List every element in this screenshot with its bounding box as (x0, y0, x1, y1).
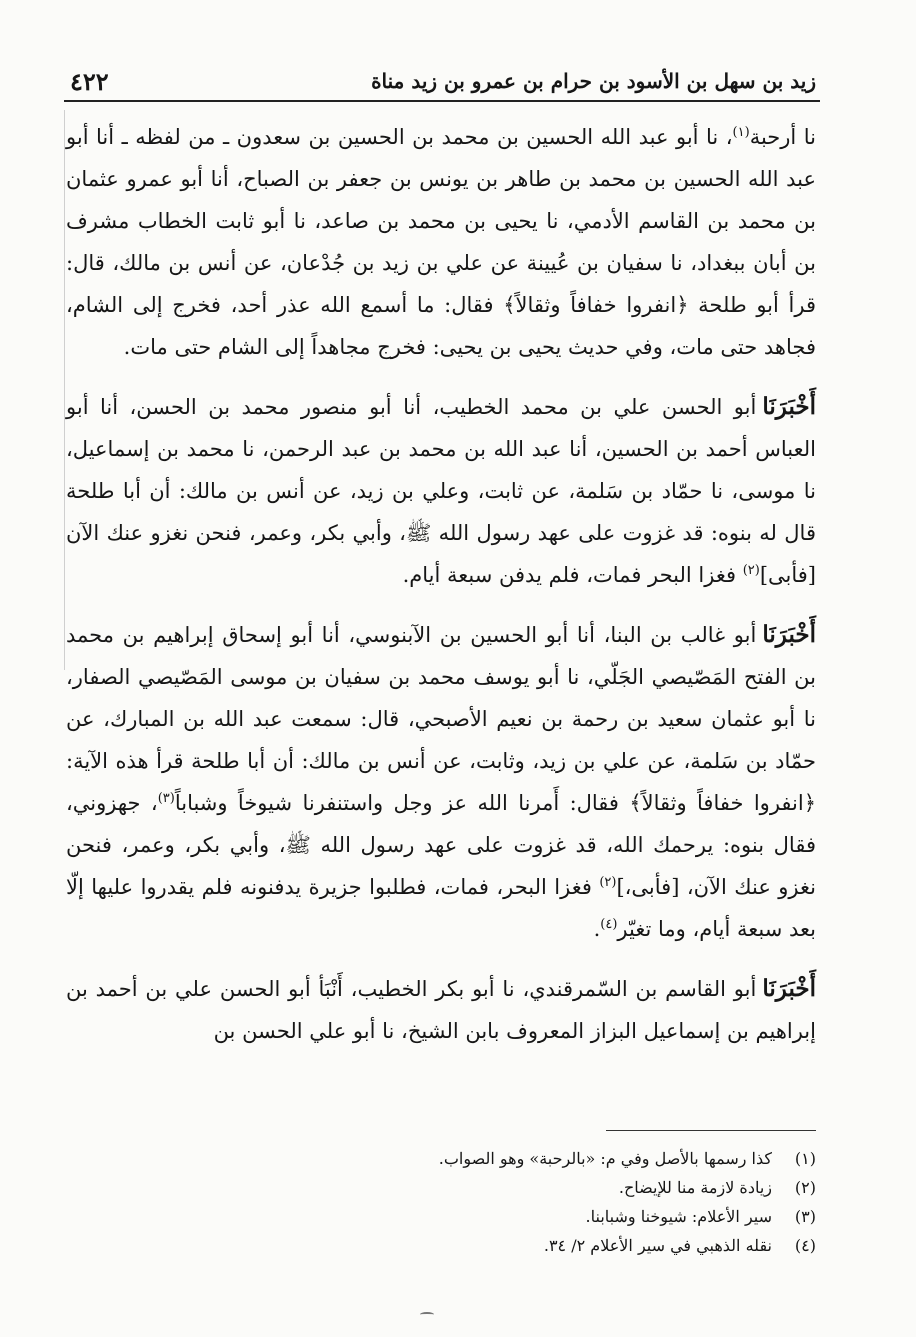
paragraph-text: أبو القاسم بن السّمرقندي، نا أبو بكر الخطيب، أَنْبَأ أبو الحسن علي بن أحمد بن إبراهيم بن إسماعيل البزاز المعروف بابن الشيخ، نا أبو علي الحسن بن (66, 977, 816, 1043)
main-text (66, 116, 816, 1070)
footnote-text: سير الأعلام: شيوخنا وشبابنا. (585, 1207, 772, 1226)
footnote-reference: (٢) (742, 563, 760, 578)
page-number: ٤٢٢ (70, 66, 109, 96)
header-rule (64, 100, 820, 102)
footnote-text: زيادة لازمة منا للإيضاح. (618, 1178, 772, 1197)
footnote-rule (606, 1130, 816, 1131)
footnote (296, 1173, 816, 1202)
paragraph (66, 386, 816, 596)
paragraph (66, 968, 816, 1052)
paragraph (66, 614, 816, 950)
running-header (70, 62, 816, 100)
footnote-number: (٣) (794, 1207, 816, 1226)
running-header-title: زيد بن سهل بن الأسود بن حرام بن عمرو بن زيد مناة (371, 69, 816, 93)
paragraph-text: ، جهزوني، فقال بنوه: يرحمك الله، قد غزوت على عهد رسول الله ﷺ، وأبي بكر، وعمر، فنحن نغزو عنك الآن، [فأبى،] (66, 791, 816, 899)
paragraph-lead-word: أَخْبَرَنَا (762, 621, 816, 648)
paragraph-lead-word: أَخْبَرَنَا (762, 975, 816, 1002)
stray-mark (420, 1312, 434, 1317)
footnote (296, 1144, 816, 1173)
footnote-number: (٢) (794, 1178, 816, 1197)
footnote (296, 1231, 816, 1260)
footnote-text: نقله الذهبي في سير الأعلام ٢/ ٣٤. (543, 1236, 772, 1255)
paragraph-text: فغزا البحر فمات، فلم يدفن سبعة أيام. (402, 563, 743, 587)
footnote-number: (١) (794, 1149, 816, 1168)
footnote (296, 1202, 816, 1231)
footnote-reference: (٣) (157, 791, 175, 806)
paragraph-text: فغزا البحر، فمات، فطلبوا جزيرة يدفنونه فلم يقدروا عليها إلّا بعد سبعة أيام، وما تغيّر (66, 875, 816, 941)
footnote-reference: (١) (732, 125, 750, 140)
footnotes (296, 1144, 816, 1260)
scan-margin-line (64, 110, 65, 670)
paragraph-text: أبو الحسن علي بن محمد الخطيب، أنا أبو منصور محمد بن الحسن، أنا أبو العباس أحمد بن الحسين، أنا عبد الله بن محمد بن عبد الرحمن، نا محمد بن إسماعيل، نا موسى، نا حمّاد بن سَلمة، عن ثابت، وعلي بن زيد، عن أنس بن مالك: أن أبا طلحة قال له بنوه: قد غزوت على عهد رسول الله ﷺ، وأبي بكر، وعمر، فنحن نغزو عنك الآن [فأبى] (66, 395, 816, 587)
paragraph (66, 116, 816, 368)
footnote-text: كذا رسمها بالأصل وفي م: «بالرحبة» وهو الصواب. (438, 1149, 772, 1168)
paragraph-text: ، نا أبو عبد الله الحسين بن محمد بن الحسين بن سعدون ـ من لفظه ـ أنا أبو عبد الله الحسين بن محمد بن طاهر بن يونس بن جعفر بن الصباح، أنا أبو عمرو عثمان بن محمد بن القاسم الأدمي، نا يحيى بن محمد بن صاعد، نا أبو ثابت الخطاب مشرف بن أبان ببغداد، نا سفيان بن عُيينة عن علي بن زيد بن جُدْعان، عن أنس بن مالك، قال: قرأ أبو طلحة ﴿انفروا خفافاً وثقالاً﴾ فقال: ما أسمع الله عذر أحد، فخرج إلى الشام، فجاهد حتى مات، وفي حديث يحيى بن يحيى: فخرج مجاهداً إلى الشام حتى مات. (66, 125, 816, 359)
footnote-reference: (٤) (600, 917, 618, 932)
paragraph-lead-word: أَخْبَرَنَا (762, 393, 816, 420)
footnote-number: (٤) (794, 1236, 816, 1255)
footnote-reference: (٢) (599, 875, 617, 890)
paragraph-text: نا أرحبة (749, 125, 816, 149)
paragraph-text: . (593, 917, 601, 941)
paragraph-text: أبو غالب بن البنا، أنا أبو الحسين بن الآبنوسي، أنا أبو إسحاق إبراهيم بن محمد بن الفتح المَصّيصي الجَلّي، نا أبو يوسف محمد بن سفيان بن موسى المَصّيصي الصفار، نا أبو عثمان سعيد بن رحمة بن نعيم الأصبحي، قال: سمعت عبد الله بن المبارك، عن حمّاد بن سَلمة، عن علي بن زيد، وثابت، عن أنس بن مالك: أن أبا طلحة قرأ هذه الآية: ﴿انفروا خفافاً وثقالاً﴾ فقال: أَمرنا الله عز وجل واستنفرنا شيوخاً وشباباً (66, 623, 817, 815)
